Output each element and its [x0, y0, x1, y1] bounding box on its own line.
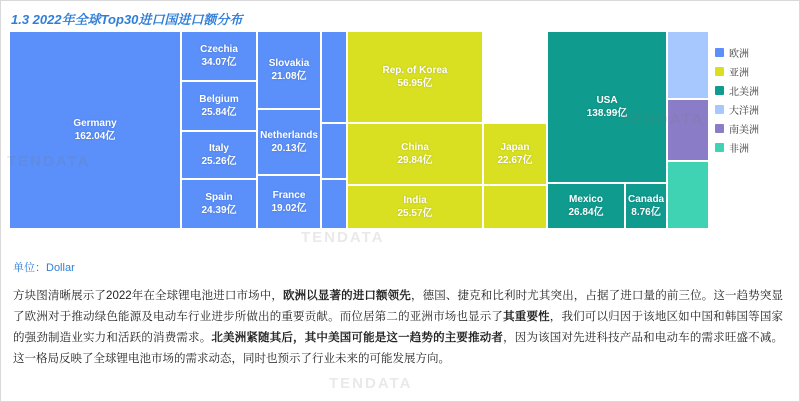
treemap-tile[interactable]: [9, 31, 181, 229]
para-bold-2: 其重要性: [503, 311, 550, 323]
treemap-tile-name: China: [401, 142, 429, 153]
legend-label: 非洲: [729, 144, 749, 155]
treemap-tile[interactable]: [181, 81, 257, 131]
treemap-tile-value: 22.67亿: [497, 154, 533, 166]
legend-item[interactable]: [715, 102, 789, 117]
treemap-tile[interactable]: [257, 175, 321, 229]
treemap-tile-value: 26.84亿: [568, 206, 604, 218]
treemap-tile-unlabeled[interactable]: [321, 179, 347, 229]
treemap-tile-name: Rep. of Korea: [382, 65, 448, 76]
legend-swatch-icon: [715, 105, 724, 114]
treemap-tile[interactable]: [547, 31, 667, 183]
legend-swatch-icon: [715, 48, 724, 57]
para-segment-4: ，因为该国对先进科技产品和电动车的需求旺盛不减。这一格局反映了全球锂电池市场的需求动态，同时也预示了行业未来的可能发展方向。: [13, 332, 783, 365]
treemap-tile[interactable]: [347, 185, 483, 229]
treemap-tile-value: 29.84亿: [397, 154, 433, 166]
para-segment-1: 方块图清晰展示了2022年在全球锂电池进口市场中，: [13, 290, 283, 302]
treemap-tile-unlabeled[interactable]: [667, 161, 709, 229]
legend-item[interactable]: [715, 140, 789, 155]
treemap-tile[interactable]: [483, 123, 547, 185]
treemap-tile-value: 25.84亿: [201, 106, 237, 118]
treemap-tile-unlabeled[interactable]: [321, 123, 347, 179]
treemap-tile-value: 8.76亿: [631, 206, 661, 218]
legend-swatch-icon: [715, 124, 724, 133]
legend-item[interactable]: [715, 121, 789, 136]
legend-label: 亚洲: [729, 68, 749, 79]
treemap-tile-value: 56.95亿: [397, 77, 433, 89]
treemap-tile[interactable]: [625, 183, 667, 229]
treemap-tile-value: 25.26亿: [201, 155, 237, 167]
treemap-tile-value: 162.04亿: [74, 130, 116, 142]
treemap-tile-name: USA: [596, 95, 618, 106]
treemap-tile[interactable]: [547, 183, 625, 229]
watermark: TENDATA: [329, 375, 413, 392]
para-segment-3: ，我们可以归因于该地区如中国和韩国等国家的强劲制造业实力和活跃的消费需求。: [13, 311, 784, 344]
legend-swatch-icon: [715, 143, 724, 152]
treemap-tile-name: Japan: [500, 142, 530, 153]
treemap-tile[interactable]: [181, 31, 257, 81]
treemap-tile-name: France: [272, 190, 306, 201]
treemap-tile-unlabeled[interactable]: [321, 31, 347, 123]
treemap-tile-name: Czechia: [200, 44, 238, 55]
treemap-tile-name: Germany: [73, 118, 117, 129]
watermark: TENDATA: [301, 229, 385, 246]
treemap-tile[interactable]: [257, 31, 321, 109]
legend-swatch-icon: [715, 86, 724, 95]
legend-item[interactable]: [715, 45, 789, 60]
treemap-tile-name: Mexico: [569, 194, 603, 205]
treemap-tile-name: Slovakia: [268, 58, 310, 69]
treemap-tile[interactable]: [257, 109, 321, 175]
treemap-chart: [9, 31, 793, 229]
treemap-tile-name: Italy: [208, 143, 229, 154]
treemap-tile-name: Netherlands: [260, 130, 318, 141]
treemap-tile-value: 24.39亿: [201, 204, 237, 216]
legend-label: 欧洲: [729, 49, 749, 60]
treemap-tile-name: India: [403, 195, 427, 206]
treemap-tile-name: Belgium: [199, 94, 239, 105]
treemap-tile-unlabeled[interactable]: [667, 31, 709, 99]
legend-label: 南美洲: [729, 125, 759, 136]
treemap-tile-name: Canada: [628, 194, 665, 205]
unit-label: 单位：Dollar: [13, 262, 75, 274]
legend-item[interactable]: [715, 83, 789, 98]
treemap-tile-value: 20.13亿: [271, 142, 307, 154]
legend-item[interactable]: [715, 64, 789, 79]
treemap-tile-unlabeled[interactable]: [483, 185, 547, 229]
treemap-tile-value: 34.07亿: [201, 56, 237, 68]
page-title: 1.3 2022年全球Top30进口国进口额分布: [11, 12, 243, 27]
legend-label: 大洋洲: [729, 106, 759, 117]
legend-label: 北美洲: [729, 87, 759, 98]
analysis-paragraph: [13, 286, 783, 370]
treemap-tiles: [9, 31, 709, 229]
para-bold-3: 北美洲紧随其后，其中美国可能是这一趋势的主要推动者: [211, 332, 504, 344]
treemap-tile-value: 138.99亿: [586, 107, 628, 119]
treemap-tile-value: 25.57亿: [397, 207, 433, 219]
treemap-tile[interactable]: [181, 131, 257, 179]
para-segment-2: ，德国、捷克和比利时尤其突出，占据了进口量的前三位。这一趋势突显了欧洲对于推动绿色能源及电动车行业进步所做出的重要贡献。而位居第二的亚洲市场也显示了: [13, 290, 784, 323]
treemap-tile-value: 21.08亿: [271, 70, 307, 82]
treemap-tile[interactable]: [347, 31, 483, 123]
chart-legend: [715, 45, 789, 159]
treemap-tile[interactable]: [181, 179, 257, 229]
para-bold-1: 欧洲以显著的进口额领先: [282, 290, 411, 302]
treemap-tile[interactable]: [347, 123, 483, 185]
legend-swatch-icon: [715, 67, 724, 76]
treemap-tile-value: 19.02亿: [271, 202, 307, 214]
treemap-tile-name: Spain: [205, 192, 233, 203]
treemap-tile-unlabeled[interactable]: [667, 99, 709, 161]
